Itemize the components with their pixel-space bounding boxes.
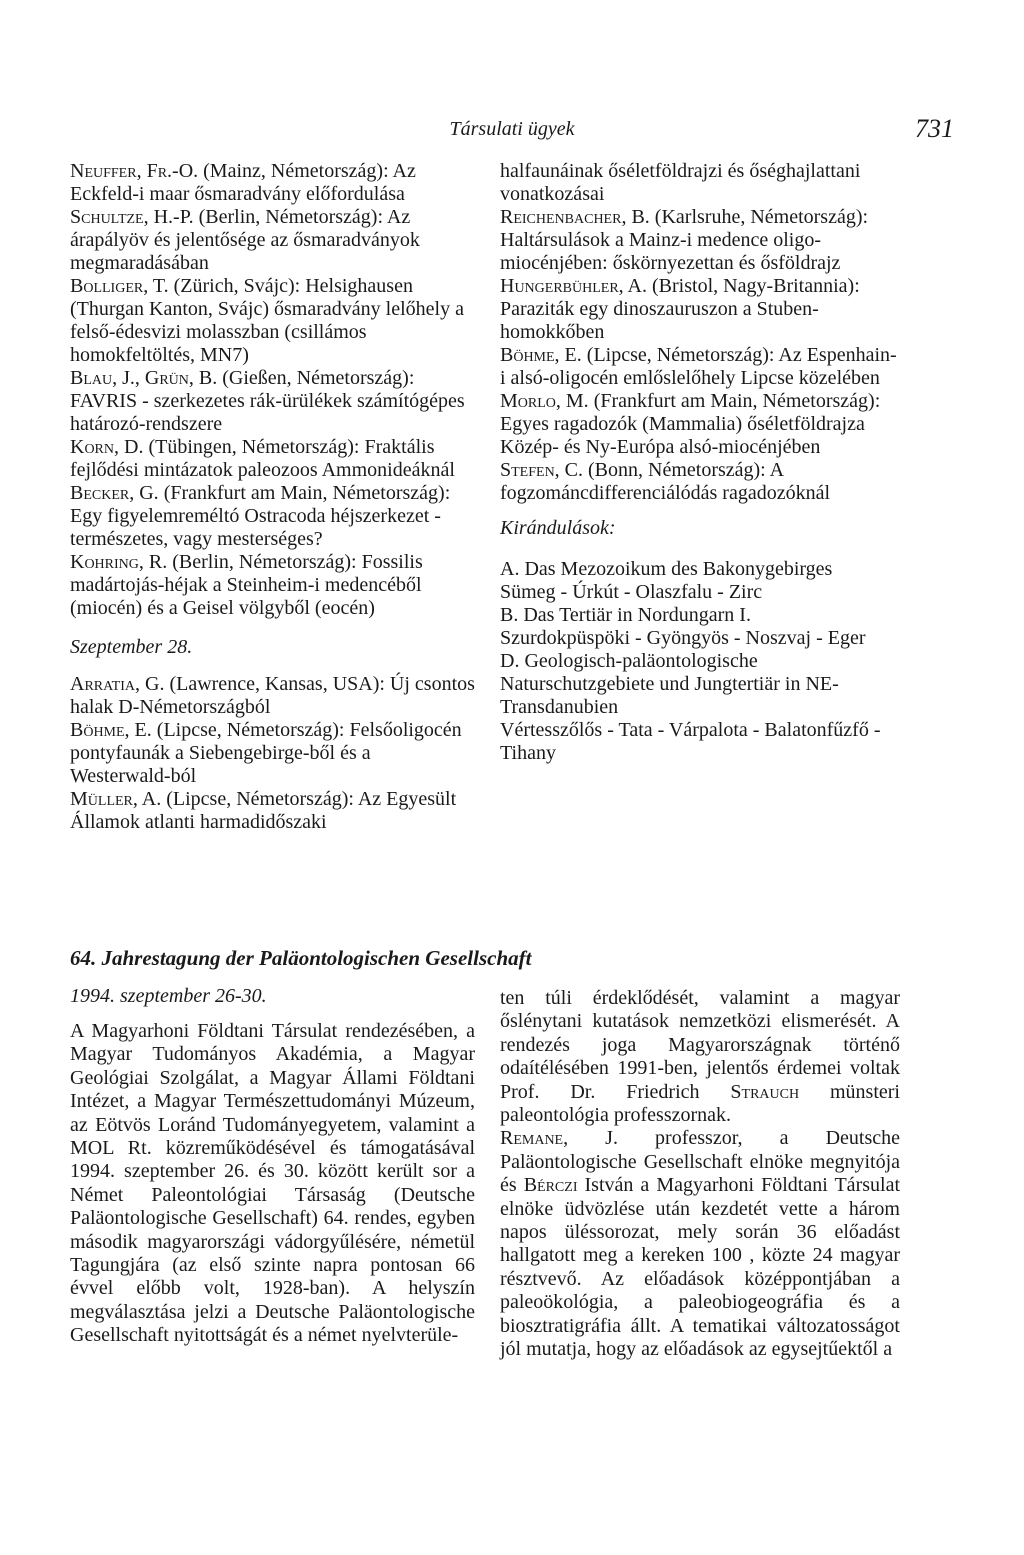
section-date: 1994. szeptember 26-30.: [70, 985, 267, 1007]
author-name: Blau, J., Grün, B.: [70, 367, 218, 389]
lecture-entry: [500, 459, 900, 505]
lecture-title: (Gießen, Németország): FAVRIS - szerkezetes rák-ürülékek számítógépes határozó-rendszere: [70, 367, 465, 435]
author-name: Böhme, E.: [70, 719, 152, 741]
author-name: Böhme, E.: [500, 344, 582, 366]
body-left-column: [70, 1020, 475, 1348]
lecture-title: (Lipcse, Németország): Az Espenhain-i alsó-oligocén emlőslelőhely Lipcse közelében: [500, 344, 897, 389]
lecture-entry: [70, 788, 475, 834]
lecture-entry: [500, 390, 900, 459]
lecture-title: (Berlin, Németország): Az árapályöv és jelentősége az ősmaradványok megmaradásában: [70, 206, 420, 274]
entry-continuation: halfaunáinak őséletföldrajzi és őséghajlattani vonatkozásai: [500, 160, 861, 205]
author-name: Arratia, G.: [70, 673, 165, 695]
author-name: Reichenbacher, B.: [500, 206, 650, 228]
lecture-entry: [70, 719, 475, 788]
author-name: Schultze, H.-P.: [70, 206, 194, 228]
excursion-item: Sümeg - Úrkút - Olaszfalu - Zirc: [500, 581, 763, 603]
author-name: Korn, D.: [70, 436, 144, 458]
excursion-item: Szurdokpüspöki - Gyöngyös - Noszvaj - Eger: [500, 627, 866, 649]
lecture-entry: [500, 275, 900, 344]
author-name: Kohring, R.: [70, 551, 168, 573]
person-name: Bérczi: [523, 1174, 578, 1197]
lecture-title: (Mainz, Németország): Az Eckfeld-i maar ősmaradvány előfordulása: [70, 160, 416, 205]
lecture-title: (Berlin, Németország): Fossilis madártojás-héjak a Steinheim-i medencéből (miocén) és a Geisel völgyből (eocén): [70, 551, 423, 619]
text-run: professzor, a Deutsche Paläontologische Gesellschaft elnöke megnyitója és: [500, 1127, 900, 1197]
page-header: [70, 114, 954, 148]
author-name: Becker, G.: [70, 482, 159, 504]
author-name: Morlo, M.: [500, 390, 589, 412]
excursion-item: B. Das Tertiär in Nordungarn I.: [500, 604, 751, 626]
lecture-entry: [70, 436, 475, 482]
page-number: 731: [915, 114, 954, 143]
body-paragraph-continued: [500, 987, 900, 1127]
text-run: münsteri paleontológia professzornak.: [500, 1080, 900, 1127]
body-right-column: [500, 987, 900, 1362]
lecture-title: (Karlsruhe, Németország): Haltársulások a Mainz-i medence oligo-miocénjében: őskörnyezettan és ősföldrajz: [500, 206, 869, 274]
excursions-heading: Kirándulások:: [500, 517, 616, 539]
lecture-title: (Zürich, Svájc): Helsighausen (Thurgan Kanton, Svájc) ősmaradvány lelőhely a felső-édesvizi molasszban (csillámos homokfeltöltés, MN7): [70, 275, 464, 366]
lecture-entry: [70, 551, 475, 620]
lecture-entry: [70, 673, 475, 719]
lecture-title: (Frankfurt am Main, Németország): Egyes ragadozók (Mammalia) őséletföldrajza Közép- és Ny-Európa alsó-miocénjében: [500, 390, 881, 458]
author-name: Hungerbühler, A.: [500, 275, 648, 297]
excursion-item: A. Das Mezozoikum des Bakonygebirges: [500, 558, 833, 580]
left-column: [70, 160, 475, 834]
lecture-title: (Lawrence, Kansas, USA): Új csontos halak D-Németországból: [70, 673, 475, 718]
body-paragraph: A Magyarhoni Földtani Társulat rendezésében, a Magyar Tudományos Akadémia, a Magyar Geológiai Szolgálat, a Magyar Állami Földtani Intézet, a Magyar Természettudományi Múzeum, az Eötvös Loránd Tudományegyetem, valamint a MOL Rt. közreműködésével és támogatásával 1994. szeptember 26. és 30. között került sor a Német Paleontológiai Társaság (Deutsche Paläontologische Gesellschaft) 64. rendes, egyben második magyarországi vádorgyűlésére, németül Tagungjára (az első szinte napra pontosan 66 évvel előbb volt, 1928-ban). A helyszín megválasztása jelzi a Deutsche Paläontologische Gesellschaft nyitottságát és a német nyelvterüle-: [70, 1020, 475, 1347]
text-run: ten túli érdeklődését, valamint a magyar őslénytani kutatások nemzetközi elismerését. A rendezés joga Magyarországnak történő odaítélésében 1991-ben, jelentős érdemei voltak Prof. Dr. Friedrich: [500, 987, 900, 1103]
person-name: Strauch: [730, 1080, 800, 1103]
lecture-title: (Bonn, Németország): A fogzománcdifferenciálódás ragadozóknál: [500, 459, 831, 504]
author-name: Neuffer, Fr.-O.: [70, 160, 199, 182]
excursion-item: D. Geologisch-paläontologische Naturschutzgebiete und Jungtertiär in NE-Transdanubien: [500, 650, 839, 718]
author-name: Bolliger, T.: [70, 275, 169, 297]
lecture-entry: [70, 367, 475, 436]
lecture-entry: [70, 206, 475, 275]
lecture-entry: [500, 206, 900, 275]
lecture-entry: [70, 275, 475, 367]
body-paragraph: [500, 1127, 900, 1361]
author-name: Müller, A.: [70, 788, 162, 810]
lecture-entry: [500, 344, 900, 390]
lecture-title: (Frankfurt am Main, Németország): Egy figyelemreméltó Ostracoda héjszerkezet - természetes, vagy mesterséges?: [70, 482, 451, 550]
right-column: [500, 160, 900, 765]
lecture-title: (Lipcse, Németország): Az Egyesült Államok atlanti harmadidőszaki: [70, 788, 457, 833]
running-head: Társulati ügyek: [449, 118, 575, 140]
lecture-title: (Tübingen, Németország): Fraktális fejlődési mintázatok paleozoos Ammonideáknál: [70, 436, 455, 481]
date-heading: Szeptember 28.: [70, 636, 193, 658]
author-name: Stefen, C.: [500, 459, 584, 481]
lecture-entry: [70, 160, 475, 206]
lecture-title: (Lipcse, Németország): Felsőoligocén pontyfaunák a Siebengebirge-ből és a Westerwald-ból: [70, 719, 462, 787]
section-title: 64. Jahrestagung der Paläontologischen Gesellschaft: [70, 946, 532, 970]
person-name: Remane, J.: [500, 1127, 618, 1150]
lecture-title: (Bristol, Nagy-Britannia): Paraziták egy dinoszauruszon a Stuben-homokkőben: [500, 275, 860, 343]
lecture-entry: [70, 482, 475, 551]
excursion-item: Vértesszőlős - Tata - Várpalota - Balatonfűzfő - Tihany: [500, 719, 881, 764]
text-run: István a Magyarhoni Földtani Társulat elnöke üdvözlése után kezdetét vette a három napos üléssorozat, mely során 36 előadást hallgatott meg a kereken 100 , közte 24 magyar résztvevő. Az előadások középpontjában a paleoökológia, a paleobiogeográfia és a biosztratigráfia állt. A tematikai változatosságot jól mutatja, hogy az előadások az egysejtűektől a: [500, 1174, 900, 1361]
